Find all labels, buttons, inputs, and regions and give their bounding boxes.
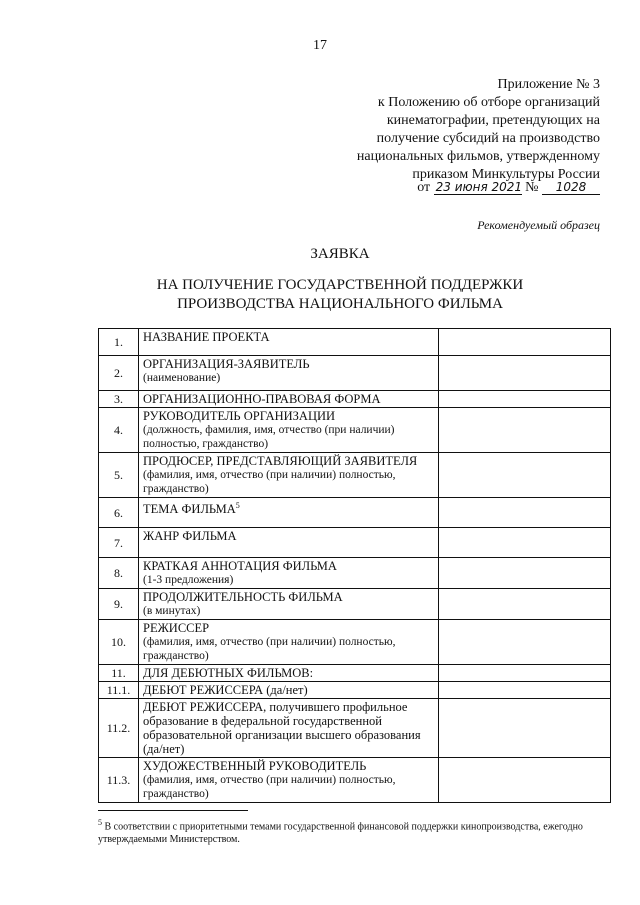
- row-label: [143, 357, 434, 371]
- row-number: 11.1.: [99, 682, 139, 699]
- row-label-cell: [139, 408, 439, 453]
- row-sublabel: (наименование): [143, 372, 221, 384]
- row-label-text: РУКОВОДИТЕЛЬ ОРГАНИЗАЦИИ: [143, 409, 336, 423]
- row-label-cell: [139, 453, 439, 498]
- row-label-text: ПРОДЮСЕР, ПРЕДСТАВЛЯЮЩИЙ ЗАЯВИТЕЛЯ: [143, 454, 418, 468]
- appendix-line: получение субсидий на производство: [376, 131, 600, 146]
- row-label-text: ЖАНР ФИЛЬМА: [143, 529, 237, 543]
- row-number: 3.: [99, 391, 139, 408]
- page-number: 17: [313, 38, 327, 53]
- table-row: [99, 453, 611, 498]
- row-sublabel: (фамилия, имя, отчество (при наличии) полностью, гражданство): [143, 774, 396, 800]
- row-label-cell: [139, 391, 439, 408]
- row-label-cell: [139, 528, 439, 558]
- row-value-field[interactable]: [439, 408, 611, 453]
- order-line: [417, 180, 600, 196]
- row-label-cell: [139, 620, 439, 665]
- row-label: [143, 529, 434, 543]
- row-label-cell: [139, 682, 439, 699]
- table-row: [99, 408, 611, 453]
- row-label-text: КРАТКАЯ АННОТАЦИЯ ФИЛЬМА: [143, 559, 337, 573]
- row-value-field[interactable]: [439, 356, 611, 391]
- row-label-text: ДЛЯ ДЕБЮТНЫХ ФИЛЬМОВ:: [143, 666, 314, 680]
- appendix-line: национальных фильмов, утвержденному: [356, 149, 600, 164]
- row-number: 6.: [99, 498, 139, 528]
- row-number: 7.: [99, 528, 139, 558]
- row-label-text: ПРОДОЛЖИТЕЛЬНОСТЬ ФИЛЬМА: [143, 590, 343, 604]
- row-label: [143, 499, 434, 516]
- appendix-header: [300, 76, 600, 184]
- document-title: ЗАЯВКА: [310, 246, 370, 262]
- row-number: 2.: [99, 356, 139, 391]
- appendix-line: к Положению об отборе организаций: [377, 95, 600, 110]
- row-label-text: ХУДОЖЕСТВЕННЫЙ РУКОВОДИТЕЛЬ: [143, 759, 367, 773]
- row-value-field[interactable]: [439, 620, 611, 665]
- row-label-cell: [139, 329, 439, 356]
- row-sublabel: (в минутах): [143, 605, 201, 617]
- row-number: 11.2.: [99, 699, 139, 758]
- row-label: [143, 683, 434, 697]
- table-row: [99, 620, 611, 665]
- footnote-text: В соответствии с приоритетными темами государственной финансовой поддержки кинопроизводства, ежегодно утверждаемыми Министерством.: [98, 821, 583, 846]
- appendix-line: приказом Минкультуры России: [412, 167, 600, 182]
- document-subtitle: [140, 276, 540, 314]
- table-row: [99, 329, 611, 356]
- row-label: [143, 621, 434, 635]
- row-label-text: РЕЖИССЕР: [143, 621, 210, 635]
- row-number: 10.: [99, 620, 139, 665]
- row-label-cell: [139, 758, 439, 803]
- row-number: 1.: [99, 329, 139, 356]
- row-number: 9.: [99, 589, 139, 620]
- row-label-cell: [139, 699, 439, 758]
- subtitle-line: ПРОИЗВОДСТВА НАЦИОНАЛЬНОГО ФИЛЬМА: [177, 296, 503, 312]
- row-label-cell: [139, 498, 439, 528]
- row-value-field[interactable]: [439, 498, 611, 528]
- table-row: [99, 498, 611, 528]
- order-date-handwritten: 23 июня 2021: [435, 180, 523, 194]
- table-row: [99, 758, 611, 803]
- order-number-handwritten: 1028: [542, 180, 600, 195]
- table-row: [99, 558, 611, 589]
- row-label-text: НАЗВАНИЕ ПРОЕКТА: [143, 330, 270, 344]
- footnote: [98, 816, 610, 846]
- row-number: 5.: [99, 453, 139, 498]
- row-value-field[interactable]: [439, 528, 611, 558]
- row-value-field[interactable]: [439, 329, 611, 356]
- row-label-cell: [139, 589, 439, 620]
- row-number: 11.: [99, 665, 139, 682]
- order-number-label: №: [525, 180, 539, 195]
- row-number: 11.3.: [99, 758, 139, 803]
- row-label: [143, 409, 434, 423]
- row-label: [143, 454, 434, 468]
- row-sublabel: (должность, фамилия, имя, отчество (при наличии) полностью, гражданство): [143, 424, 395, 450]
- row-label: [143, 700, 434, 756]
- appendix-line: кинематографии, претендующих на: [386, 113, 600, 128]
- row-label-cell: [139, 558, 439, 589]
- row-label-text: ДЕБЮТ РЕЖИССЕРА (да/нет): [143, 683, 308, 697]
- row-label: [143, 590, 434, 604]
- table-row: [99, 391, 611, 408]
- table-row: [99, 589, 611, 620]
- row-number: 8.: [99, 558, 139, 589]
- row-label-cell: [139, 665, 439, 682]
- row-label: [143, 559, 434, 573]
- footnote-divider: [98, 810, 248, 811]
- row-label-text: ОРГАНИЗАЦИОННО-ПРАВОВАЯ ФОРМА: [143, 392, 381, 406]
- table-row: [99, 682, 611, 699]
- row-label-text: ДЕБЮТ РЕЖИССЕРА, получившего профильное образование в федеральной государственной образовательной организации высшего образования (да/нет): [143, 700, 421, 756]
- row-value-field[interactable]: [439, 682, 611, 699]
- row-sublabel: (1-3 предложения): [143, 574, 234, 586]
- order-from-label: от: [417, 180, 431, 195]
- row-label-text: ОРГАНИЗАЦИЯ-ЗАЯВИТЕЛЬ: [143, 357, 310, 371]
- appendix-line: Приложение № 3: [497, 77, 600, 92]
- row-sublabel: (фамилия, имя, отчество (при наличии) полностью, гражданство): [143, 469, 396, 495]
- row-label: [143, 759, 434, 773]
- row-sublabel: (фамилия, имя, отчество (при наличии) полностью, гражданство): [143, 636, 396, 662]
- table-row: [99, 699, 611, 758]
- row-value-field[interactable]: [439, 391, 611, 408]
- row-value-field[interactable]: [439, 558, 611, 589]
- row-number: 4.: [99, 408, 139, 453]
- row-value-field[interactable]: [439, 589, 611, 620]
- footnote-mark: 5: [98, 818, 102, 827]
- row-label: [143, 666, 434, 680]
- table-row: [99, 356, 611, 391]
- subtitle-line: НА ПОЛУЧЕНИЕ ГОСУДАРСТВЕННОЙ ПОДДЕРЖКИ: [156, 277, 524, 293]
- row-label-cell: [139, 356, 439, 391]
- recommended-sample-note: Рекомендуемый образец: [477, 218, 600, 232]
- row-label: [143, 392, 434, 406]
- row-value-field[interactable]: [439, 453, 611, 498]
- table-row: [99, 528, 611, 558]
- row-label-text: ТЕМА ФИЛЬМА: [143, 502, 236, 517]
- row-label: [143, 330, 434, 344]
- row-value-field[interactable]: [439, 699, 611, 758]
- row-value-field[interactable]: [439, 758, 611, 803]
- footnote-reference: 5: [235, 501, 240, 510]
- row-value-field[interactable]: [439, 665, 611, 682]
- table-row: [99, 665, 611, 682]
- application-table: [98, 328, 611, 803]
